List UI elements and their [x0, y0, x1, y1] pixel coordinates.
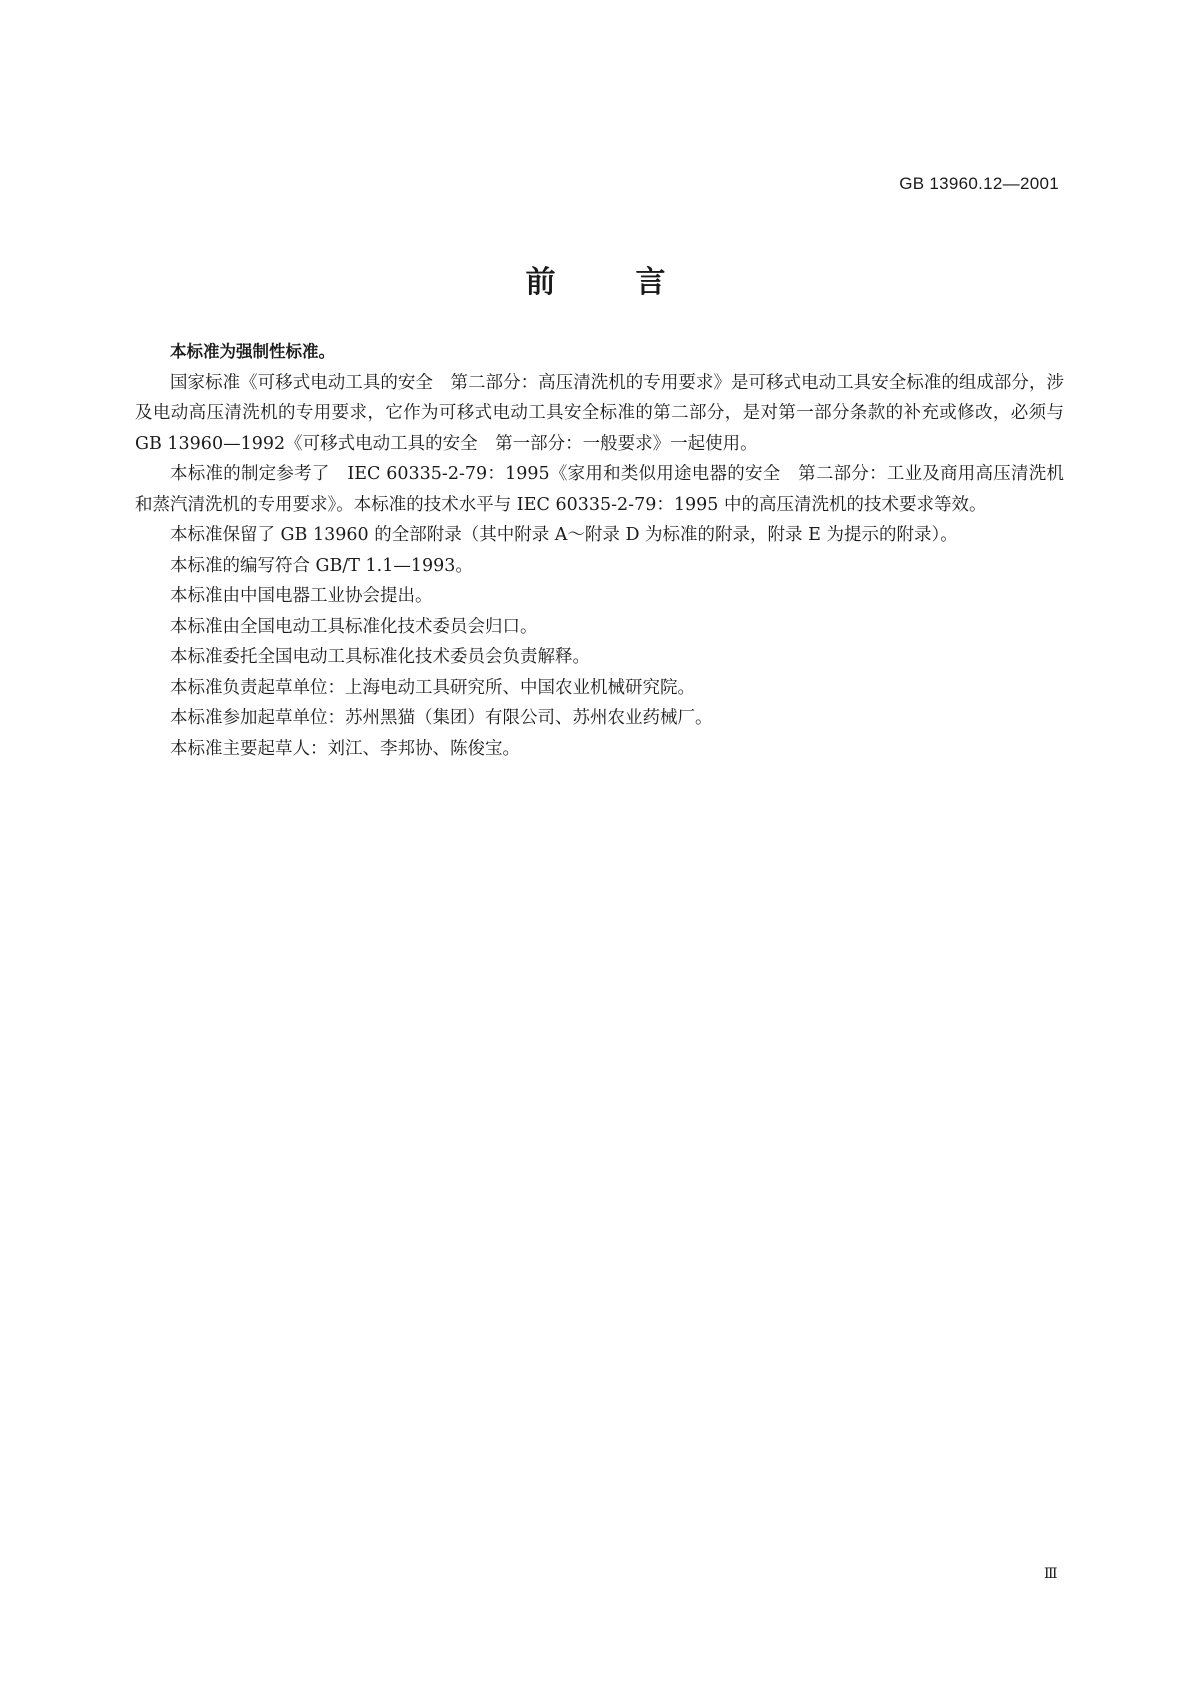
paragraph-proposer: 本标准由中国电器工业协会提出。: [170, 586, 433, 606]
paragraph-interpretation: 本标准委托全国电动工具标准化技术委员会负责解释。: [170, 647, 590, 667]
paragraph-reference: 本标准的制定参考了 IEC 60335-2-79：1995《家用和类似用途电器的安全 第二部分：工业及商用高压清洗机和蒸汽清洗机的专用要求》。本标准的技术水平与 IEC 60335-2-79：1995 中的高压清洗机的技术要求等效。: [135, 464, 1064, 515]
paragraph-scope: 国家标准《可移式电动工具的安全 第二部分：高压清洗机的专用要求》是可移式电动工具安全标准的组成部分，涉及电动高压清洗机的专用要求，它作为可移式电动工具安全标准的第二部分，是对第一部分条款的补充或修改，必须与 GB 13960—1992《可移式电动工具的安全 第一部分：一般要求》一起使用。: [135, 372, 1064, 454]
preface-body: [135, 337, 1064, 764]
paragraph-centralized-by: 本标准由全国电动工具标准化技术委员会归口。: [170, 616, 538, 637]
standard-code: GB 13960.12—2001: [899, 174, 1059, 193]
paragraph-main-authors: 本标准主要起草人：刘江、李邦协、陈俊宝。: [170, 738, 520, 759]
page-number: Ⅲ: [1044, 1567, 1058, 1582]
paragraph-appendices: 本标准保留了 GB 13960 的全部附录（其中附录 A～附录 D 为标准的附录，附录 E 为提示的附录）。: [170, 525, 958, 545]
paragraph-lead-drafters: 本标准负责起草单位：上海电动工具研究所、中国农业机械研究院。: [170, 677, 695, 698]
page-title: 前言: [525, 265, 746, 300]
paragraph-drafting-rules: 本标准的编写符合 GB/T 1.1—1993。: [170, 555, 473, 576]
paragraph-participating-drafters: 本标准参加起草单位：苏州黑猫（集团）有限公司、苏州农业药械厂。: [170, 708, 713, 728]
paragraph-mandatory-notice: 本标准为强制性标准。: [170, 342, 335, 361]
